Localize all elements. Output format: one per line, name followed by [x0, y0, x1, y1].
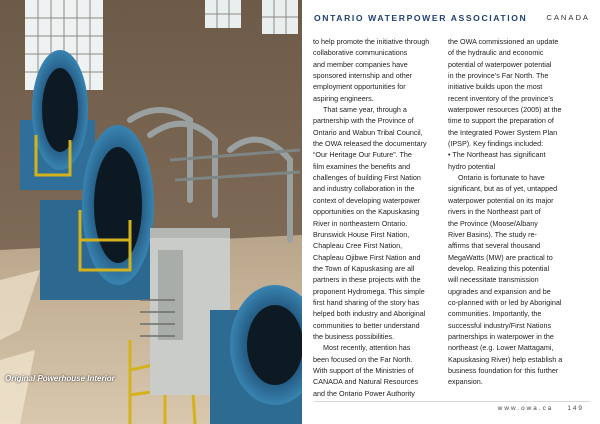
text-line: River in northeastern Ontario. [313, 218, 408, 228]
text-line: in the province’s Far North. The [448, 71, 549, 81]
page-header [314, 13, 590, 25]
text-line: will necessitate transmission [448, 275, 539, 285]
text-line: sponsored internship and other [313, 71, 413, 81]
association-title: ONTARIO WATERPOWER ASSOCIATION [314, 13, 528, 23]
text-line: context of developing waterpower [313, 195, 421, 205]
text-line: first hand sharing of the story has [313, 297, 420, 307]
text-line: potential of waterpower potential [448, 59, 552, 69]
text-line: the Town of Kapuskasing are all [313, 263, 415, 273]
website-url[interactable]: www.owa.ca [497, 405, 554, 412]
text-line: Chapleau Ojibwe First Nation and [313, 252, 421, 262]
text-line: MegaWatts (MW) are practical to [448, 252, 553, 262]
text-line: aspiring engineers. [313, 93, 374, 103]
text-line: Brunswick House First Nation, [313, 229, 410, 239]
text-line: business foundation for this further [448, 365, 559, 375]
text-line: been focused on the Far North. [313, 354, 413, 364]
text-line: proponent Hydromega. This simple [313, 286, 425, 296]
text-line: film examines the benefits and [313, 161, 411, 171]
footer-divider [314, 401, 590, 402]
text-line: affirms that several thousand [448, 241, 541, 251]
text-line: helped both industry and Aboriginal [313, 309, 426, 319]
text-line: (IPSP). Key findings included: [448, 139, 544, 149]
text-line: to help promote the initiative through [313, 37, 430, 46]
text-line: partnership with the Province of [313, 116, 414, 126]
text-line: Most recently, attention has [323, 343, 411, 353]
text-line: recent inventory of the province’s [448, 93, 554, 103]
text-line: rivers in the Northeast part of [448, 207, 541, 217]
page-number: 149 [567, 405, 584, 412]
text-line: northeast (e.g. Lower Mattagami, [448, 343, 554, 353]
text-line: the Province (Moose/Albany [448, 218, 538, 228]
text-line: the business possibilities. [313, 331, 395, 341]
text-line: develop. Realizing this potential [448, 263, 550, 273]
text-line: employment opportunities for [313, 82, 406, 92]
text-line: “Our Heritage Our Future”. The [313, 150, 412, 160]
text-line: significant, but as of yet, untapped [448, 184, 558, 194]
text-line: partners in these projects with the [313, 275, 421, 285]
text-line: With support of the Ministries of [313, 365, 414, 375]
text-line: waterpower resources (2005) at the [448, 105, 562, 115]
text-line: the OWA commissioned an update [448, 37, 559, 46]
text-line: co-planned with or led by Aboriginal [448, 297, 562, 307]
photo-caption: Original Powerhouse Interior [5, 374, 115, 383]
text-line: That same year, through a [323, 105, 407, 115]
text-line: Ontario is fortunate to have [458, 173, 545, 183]
text-line: River Basins). The study re- [448, 229, 537, 239]
text-line: Chapleau Cree First Nation, [313, 241, 403, 251]
text-line: the Integrated Power System Plan [448, 127, 558, 137]
text-line: upgrades and expansion and be [448, 286, 551, 296]
text-line: partnerships in waterpower in the [448, 331, 554, 341]
text-line: communities. Importantly, the [448, 309, 542, 319]
text-column-left [313, 36, 449, 399]
text-line: hydro potential [448, 161, 496, 171]
country-label: CANADA [546, 13, 590, 22]
text-line: successful industry/First Nations [448, 320, 552, 330]
text-line: and industry collaboration in the [313, 184, 415, 194]
text-line: of the hydraulic and economic [448, 48, 544, 58]
text-line: and the Ontario Power Authority [313, 388, 415, 398]
text-line: collaborative communications [313, 48, 408, 58]
text-page [302, 0, 600, 424]
text-line: Ontario and Wabun Tribal Council, [313, 127, 423, 137]
text-line: • The Northeast has significant [448, 150, 546, 160]
text-line: opportunities on the Kapuskasing [313, 207, 420, 217]
text-line: Kapuskasing River) help establish a [448, 354, 563, 364]
text-line: challenges of building First Nation [313, 173, 421, 183]
text-line: initiative builds upon the most [448, 82, 543, 92]
text-column-right [448, 36, 588, 388]
text-line: time to support the preparation of [448, 116, 554, 126]
text-line: waterpower potential on its major [448, 195, 554, 205]
text-line: expansion. [448, 377, 483, 387]
text-line: the OWA released the documentary [313, 139, 427, 149]
page-footer [498, 405, 584, 412]
text-line: and member companies have [313, 59, 408, 69]
text-line: CANADA and Natural Resources [313, 377, 419, 387]
text-line: communities to better understand [313, 320, 420, 330]
